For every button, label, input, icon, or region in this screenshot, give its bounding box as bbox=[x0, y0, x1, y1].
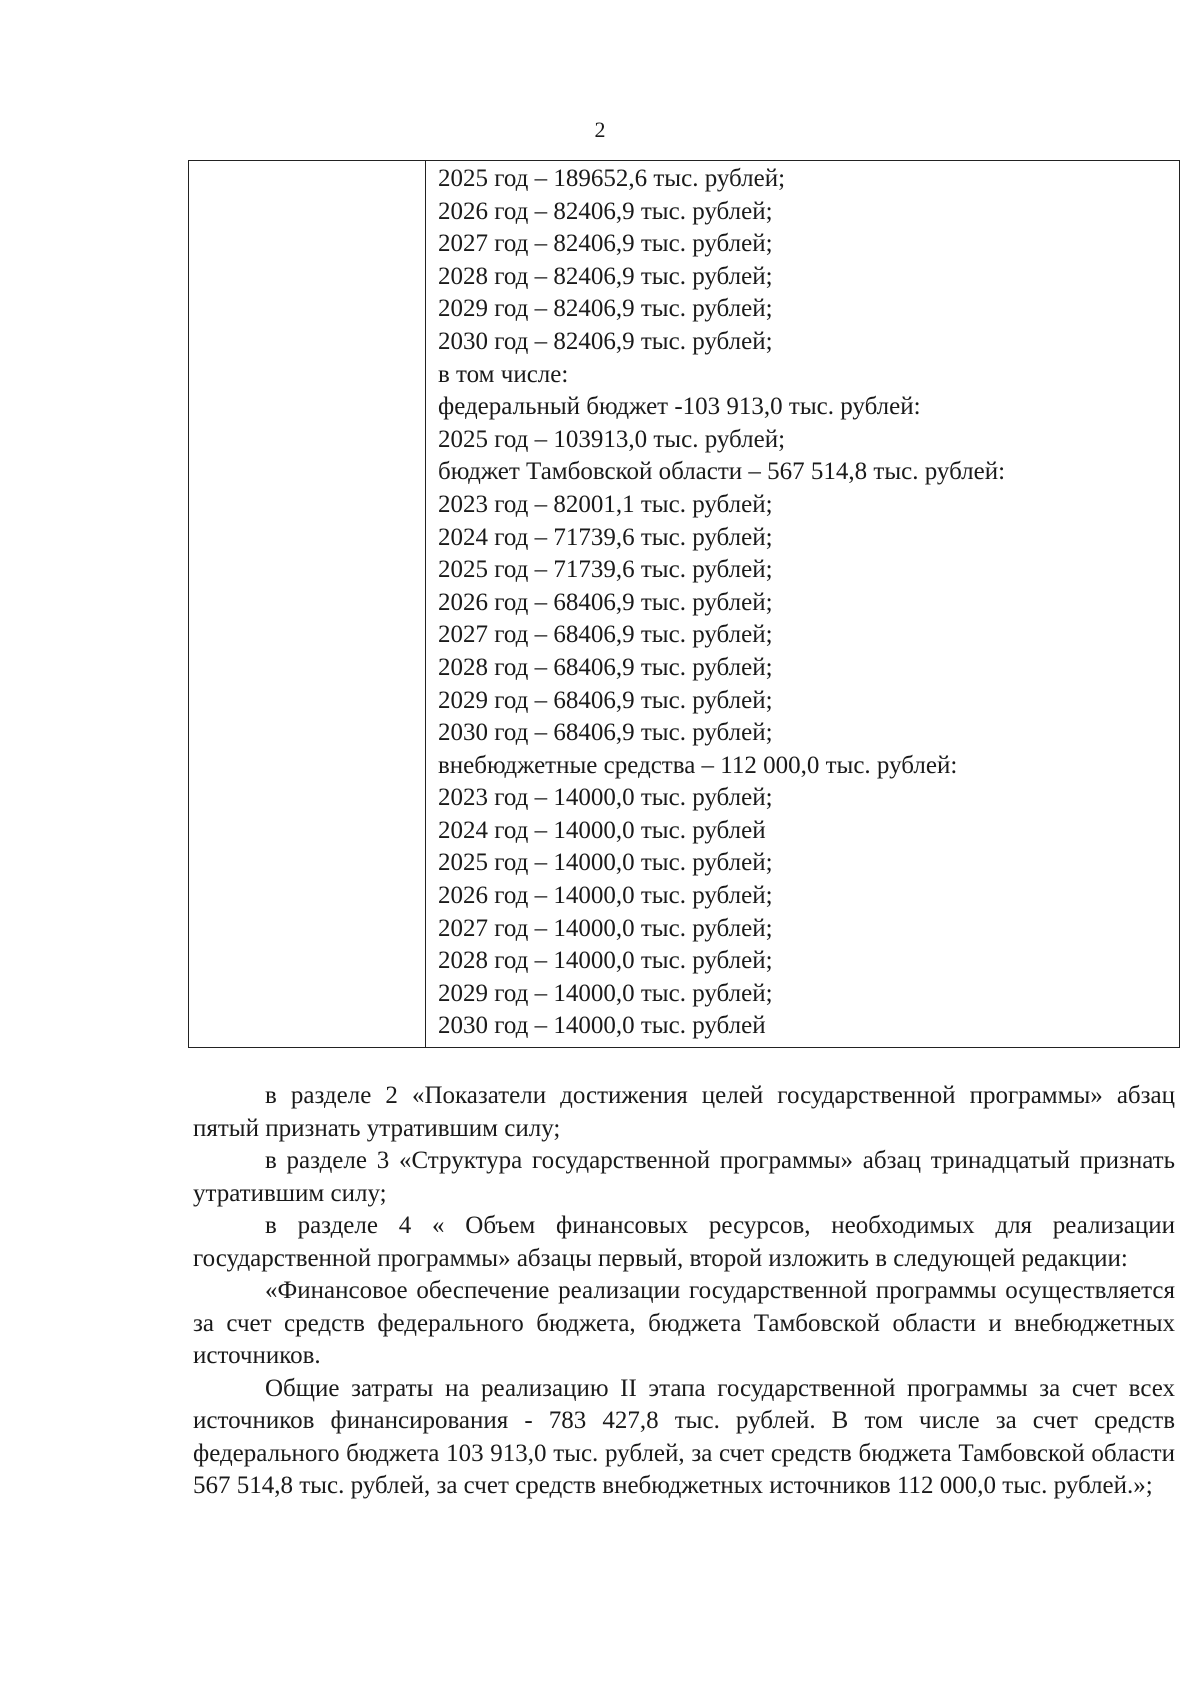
table-line: 2025 год – 71739,6 тыс. рублей; bbox=[438, 556, 773, 584]
table-line: 2027 год – 68406,9 тыс. рублей; bbox=[438, 621, 773, 649]
table-line: 2030 год – 82406,9 тыс. рублей; bbox=[438, 327, 773, 355]
table-line: 2029 год – 68406,9 тыс. рублей; bbox=[438, 686, 773, 714]
table-line: 2025 год – 14000,0 тыс. рублей; bbox=[438, 849, 773, 877]
table-line: 2026 год – 82406,9 тыс. рублей; bbox=[438, 197, 773, 225]
table-line: федеральный бюджет -103 913,0 тыс. рублей: bbox=[438, 393, 921, 421]
table-line: 2026 год – 14000,0 тыс. рублей; bbox=[438, 882, 773, 910]
page-number: 2 bbox=[594, 117, 606, 142]
table-line: 2024 год – 14000,0 тыс. рублей bbox=[438, 816, 766, 844]
table-line: 2026 год – 68406,9 тыс. рублей; bbox=[438, 588, 773, 616]
table-row bbox=[189, 161, 1180, 1048]
table-line: 2028 год – 68406,9 тыс. рублей; bbox=[438, 653, 773, 681]
table-line: 2024 год – 71739,6 тыс. рублей; bbox=[438, 523, 773, 551]
table-line: 2025 год – 103913,0 тыс. рублей; bbox=[438, 425, 786, 453]
table-left-cell bbox=[189, 161, 426, 1048]
table-line: в том числе: bbox=[438, 360, 569, 388]
table-line: 2030 год – 68406,9 тыс. рублей; bbox=[438, 719, 773, 747]
body-text bbox=[193, 1080, 1175, 1503]
table-line: 2027 год – 82406,9 тыс. рублей; bbox=[438, 230, 773, 258]
table-line: внебюджетные средства – 112 000,0 тыс. рублей: bbox=[438, 751, 958, 779]
paragraph-financing: «Финансовое обеспечение реализации государственной программы осуществляется за счет средств федерального бюджета, бюджета Тамбовской области и внебюджетных источников. bbox=[193, 1277, 1175, 1369]
paragraph-total-costs: Общие затраты на реализацию II этапа государственной программы за счет всех источников финансирования - 783 427,8 тыс. рублей. В том числе за счет средств федерального бюджета 103 913,0 тыс. рублей, за счет средств бюджета Тамбовской области 567 514,8 тыс. рублей, за счет средств внебюджетных источников 112 000,0 тыс. рублей.»; bbox=[193, 1374, 1175, 1499]
paragraph-section-3: в разделе 3 «Структура государственной программы» абзац тринадцатый признать утратившим силу; bbox=[193, 1147, 1175, 1207]
table-right-cell bbox=[426, 161, 1180, 1048]
table-line: 2029 год – 14000,0 тыс. рублей; bbox=[438, 979, 773, 1007]
table-line: 2025 год – 189652,6 тыс. рублей; bbox=[438, 165, 786, 192]
table-line: 2027 год – 14000,0 тыс. рублей; bbox=[438, 914, 773, 942]
table-line: 2023 год – 82001,1 тыс. рублей; bbox=[438, 490, 773, 518]
paragraph-section-4: в разделе 4 « Объем финансовых ресурсов, необходимых для реализации государственной программы» абзацы первый, второй изложить в следующей редакции: bbox=[193, 1212, 1175, 1272]
table-line: 2028 год – 14000,0 тыс. рублей; bbox=[438, 947, 773, 975]
paragraph-section-2: в разделе 2 «Показатели достижения целей государственной программы» абзац пятый признать утратившим силу; bbox=[193, 1082, 1175, 1142]
table-line: 2029 год – 82406,9 тыс. рублей; bbox=[438, 295, 773, 323]
table-line: бюджет Тамбовской области – 567 514,8 тыс. рублей: bbox=[438, 458, 1006, 486]
financing-table bbox=[188, 160, 1180, 1048]
table-line: 2030 год – 14000,0 тыс. рублей bbox=[438, 1012, 766, 1040]
table-line: 2023 год – 14000,0 тыс. рублей; bbox=[438, 784, 773, 812]
table-line: 2028 год – 82406,9 тыс. рублей; bbox=[438, 262, 773, 290]
